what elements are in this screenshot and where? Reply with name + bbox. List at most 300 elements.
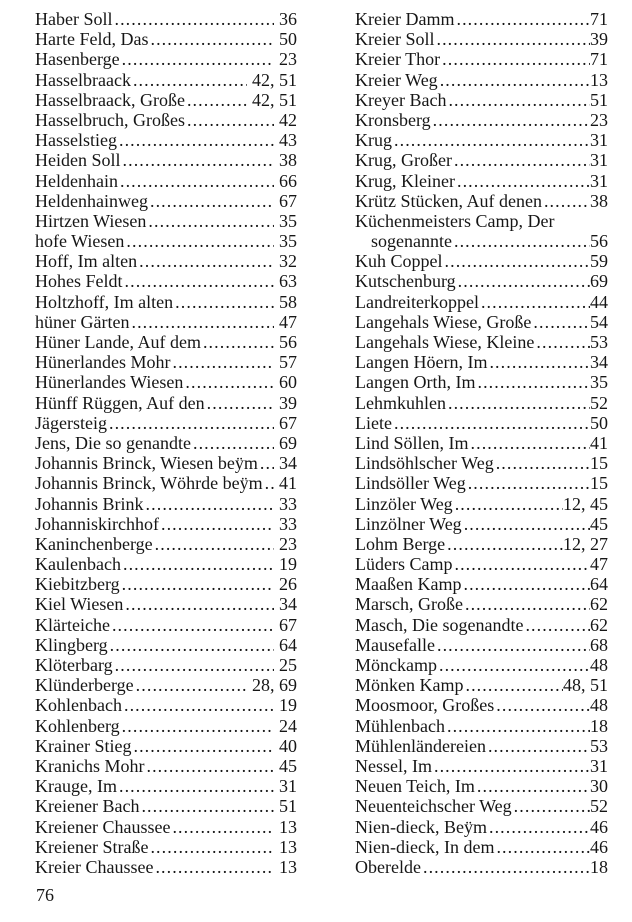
dot-leader xyxy=(207,393,274,413)
index-entry xyxy=(35,372,297,392)
index-entry xyxy=(355,372,608,392)
dot-leader xyxy=(465,675,563,695)
index-entry xyxy=(355,393,608,413)
index-entry xyxy=(355,796,608,816)
entry-name: Liete xyxy=(355,412,392,433)
entry-page-numbers: 23 xyxy=(279,533,297,554)
dot-leader xyxy=(148,211,274,231)
dot-leader xyxy=(468,473,590,493)
index-entry xyxy=(355,695,608,715)
dot-leader xyxy=(114,9,274,29)
entry-name: Landreiterkoppel xyxy=(355,291,479,312)
entry-page-numbers: 67 xyxy=(279,614,297,635)
dot-leader xyxy=(122,716,274,736)
dot-leader xyxy=(423,857,590,877)
entry-name: Hohes Feldt xyxy=(35,271,123,292)
index-entry xyxy=(35,756,297,776)
entry-name: Kiel Wiesen xyxy=(35,594,124,615)
entry-name: Kreier Soll xyxy=(355,29,435,50)
index-entry xyxy=(355,675,608,695)
index-entry xyxy=(355,9,608,29)
entry-page-numbers: 33 xyxy=(279,513,297,534)
entry-name: Oberelde xyxy=(355,856,421,877)
index-entry xyxy=(355,736,608,756)
entry-name: Langen Orth, Im xyxy=(355,372,476,393)
dot-leader xyxy=(536,332,590,352)
entry-page-numbers: 31 xyxy=(279,776,297,797)
entry-name: Moosmoor, Großes xyxy=(355,695,495,716)
entry-page-numbers: 67 xyxy=(279,190,297,211)
dot-leader xyxy=(150,29,274,49)
index-entry xyxy=(355,837,608,857)
dot-leader xyxy=(437,635,590,655)
entry-page-numbers: 41 xyxy=(590,432,608,453)
dot-leader xyxy=(440,70,590,90)
index-entry xyxy=(355,716,608,736)
entry-name: Heiden Soll xyxy=(35,150,121,171)
entry-name: Krainer Stieg xyxy=(35,735,132,756)
dot-leader xyxy=(447,716,590,736)
index-entry xyxy=(355,29,608,49)
entry-page-numbers: 28, 69 xyxy=(252,675,297,696)
entry-name: Mönckamp xyxy=(355,655,437,675)
dot-leader xyxy=(455,494,563,514)
entry-name: Klünderberge xyxy=(35,675,134,696)
index-entry xyxy=(35,231,297,251)
dot-leader xyxy=(125,271,275,291)
index-entry xyxy=(355,70,608,90)
dot-leader xyxy=(463,574,590,594)
entry-name: Langehals Wiese, Kleine xyxy=(355,332,535,352)
entry-page-numbers: 41 xyxy=(279,473,297,494)
entry-name: sogenannte xyxy=(371,231,452,252)
entry-page-numbers: 31 xyxy=(590,755,608,776)
entry-name: Mönken Kamp xyxy=(355,675,464,696)
index-entry xyxy=(355,473,608,493)
dot-leader xyxy=(544,191,590,211)
entry-page-numbers: 30 xyxy=(590,776,608,797)
entry-page-numbers: 64 xyxy=(279,634,297,655)
dot-leader xyxy=(488,736,590,756)
index-entry xyxy=(35,29,297,49)
dot-leader xyxy=(489,817,590,837)
entry-page-numbers: 33 xyxy=(279,493,297,514)
entry-page-numbers: 52 xyxy=(590,796,608,817)
entry-page-numbers: 71 xyxy=(590,9,608,29)
entry-page-numbers: 18 xyxy=(590,715,608,736)
dot-leader xyxy=(394,130,590,150)
dot-leader xyxy=(434,756,590,776)
entry-page-numbers: 40 xyxy=(279,735,297,756)
dot-leader xyxy=(265,473,274,493)
entry-name: Hasenberge xyxy=(35,49,120,70)
entry-name: Linzöler Weg xyxy=(355,493,453,514)
entry-name: Nessel, Im xyxy=(355,755,432,776)
index-entry xyxy=(355,817,608,837)
index-entry xyxy=(355,130,608,150)
entry-page-numbers: 54 xyxy=(590,311,608,332)
index-entry xyxy=(355,756,608,776)
dot-leader xyxy=(141,796,274,816)
entry-name: Langen Höern, Im xyxy=(355,352,488,373)
dot-leader xyxy=(115,655,274,675)
entry-page-numbers: 44 xyxy=(590,291,608,312)
entry-page-numbers: 34 xyxy=(279,453,297,474)
entry-page-numbers: 23 xyxy=(279,49,297,70)
index-entry xyxy=(355,312,608,332)
index-entry xyxy=(35,150,297,170)
entry-name: Mühlenbach xyxy=(355,715,445,736)
index-entry xyxy=(355,231,608,251)
index-entry xyxy=(35,251,297,271)
entry-name: Hüner Lande, Auf dem xyxy=(35,332,201,352)
index-entry xyxy=(35,655,297,675)
dot-leader xyxy=(471,433,591,453)
entry-page-numbers: 50 xyxy=(279,29,297,50)
entry-page-numbers: 60 xyxy=(279,372,297,393)
dot-leader xyxy=(136,675,247,695)
entry-page-numbers: 19 xyxy=(279,695,297,716)
entry-name: Holtzhoff, Im alten xyxy=(35,291,174,312)
dot-leader xyxy=(457,171,590,191)
dot-leader xyxy=(489,352,590,372)
entry-name: Kreiener Straße xyxy=(35,836,149,857)
entry-name: Kranichs Mohr xyxy=(35,755,145,776)
entry-page-numbers: 45 xyxy=(279,755,297,776)
index-entry xyxy=(35,211,297,231)
entry-page-numbers: 12, 45 xyxy=(563,493,608,514)
entry-name: Harte Feld, Das xyxy=(35,29,149,50)
dot-leader xyxy=(456,9,590,29)
dot-leader xyxy=(109,413,274,433)
dot-leader xyxy=(123,150,275,170)
entry-name: Jens, Die so genandte xyxy=(35,432,191,453)
entry-page-numbers: 39 xyxy=(279,392,297,413)
index-entry xyxy=(355,433,608,453)
entry-page-numbers: 42 xyxy=(279,109,297,130)
entry-name: Marsch, Große xyxy=(355,594,463,615)
index-entry xyxy=(35,393,297,413)
index-entry xyxy=(355,594,608,614)
dot-leader xyxy=(133,736,274,756)
index-entry xyxy=(355,554,608,574)
index-entry xyxy=(355,534,608,554)
dot-leader xyxy=(496,453,590,473)
entry-name: Neuenteichscher Weg xyxy=(355,796,512,817)
dot-leader xyxy=(442,49,590,69)
entry-page-numbers: 42, 51 xyxy=(252,89,297,110)
dot-leader xyxy=(477,372,590,392)
entry-name: Johannis Brink xyxy=(35,493,144,514)
dot-leader xyxy=(187,110,274,130)
dot-leader xyxy=(454,231,590,251)
entry-name: Hasselbruch, Großes xyxy=(35,109,185,130)
dot-leader xyxy=(119,776,274,796)
dot-leader xyxy=(120,171,274,191)
entry-name: Hünff Rüggen, Auf den xyxy=(35,392,205,413)
entry-page-numbers: 34 xyxy=(590,352,608,373)
index-entry xyxy=(35,695,297,715)
index-entry xyxy=(355,574,608,594)
dot-leader xyxy=(126,231,274,251)
index-entry xyxy=(35,594,297,614)
entry-page-numbers: 15 xyxy=(590,473,608,494)
dot-leader xyxy=(203,332,274,352)
entry-page-numbers: 32 xyxy=(279,251,297,272)
index-entry xyxy=(35,635,297,655)
dot-leader xyxy=(150,837,274,857)
index-entry xyxy=(35,352,297,372)
index-entry xyxy=(35,473,297,493)
entry-name: Hünerlandes Wiesen xyxy=(35,372,184,393)
index-entry xyxy=(355,352,608,372)
dot-leader xyxy=(131,312,274,332)
entry-name: Nien-dieck, In dem xyxy=(355,836,495,857)
entry-page-numbers: 53 xyxy=(590,735,608,756)
entry-name: hofe Wiesen xyxy=(35,231,125,252)
index-entry xyxy=(355,211,608,231)
dot-leader xyxy=(394,413,590,433)
entry-name: Lehmkuhlen xyxy=(355,392,446,413)
index-entry xyxy=(35,171,297,191)
index-entry xyxy=(35,494,297,514)
entry-name: Kreiener Chaussee xyxy=(35,816,171,837)
entry-page-numbers: 38 xyxy=(279,150,297,171)
entry-name: Mühlenländereien xyxy=(355,735,486,756)
entry-page-numbers: 69 xyxy=(590,271,608,292)
dot-leader xyxy=(139,251,274,271)
index-entry xyxy=(355,655,608,675)
entry-page-numbers: 48 xyxy=(590,655,608,675)
entry-page-numbers: 31 xyxy=(590,150,608,171)
index-entry xyxy=(35,49,297,69)
entry-name: Krug, Großer xyxy=(355,150,452,171)
entry-name: Johanniskirchhof xyxy=(35,513,159,534)
index-entry xyxy=(35,191,297,211)
entry-name: Hasselbraack, Große xyxy=(35,89,185,110)
entry-page-numbers: 26 xyxy=(279,574,297,595)
page-number: 76 xyxy=(36,885,54,905)
entry-page-numbers: 38 xyxy=(590,190,608,211)
entry-name: Hasselstieg xyxy=(35,130,117,151)
entry-page-numbers: 67 xyxy=(279,412,297,433)
entry-name: Hirtzen Wiesen xyxy=(35,210,147,231)
entry-page-numbers: 59 xyxy=(590,251,608,272)
index-entry xyxy=(35,796,297,816)
entry-page-numbers: 31 xyxy=(590,130,608,151)
entry-name: Klöterbarg xyxy=(35,655,113,675)
dot-leader xyxy=(464,514,590,534)
entry-page-numbers: 42, 51 xyxy=(252,69,297,90)
index-entry xyxy=(35,110,297,130)
index-entry xyxy=(35,271,297,291)
entry-name: Lindsöller Weg xyxy=(355,473,466,494)
dot-leader xyxy=(119,130,274,150)
index-entry xyxy=(355,514,608,534)
dot-leader xyxy=(146,756,274,776)
entry-name: Krauge, Im xyxy=(35,776,117,797)
dot-leader xyxy=(172,817,274,837)
entry-page-numbers: 62 xyxy=(590,614,608,635)
dot-leader xyxy=(172,352,274,372)
entry-name: Kohlenbach xyxy=(35,695,122,716)
entry-name: Johannis Brinck, Wiesen beÿm xyxy=(35,453,258,474)
entry-name: Kreier Chaussee xyxy=(35,856,154,877)
entry-name: Maaßen Kamp xyxy=(355,574,462,595)
dot-leader xyxy=(445,251,591,271)
index-entry xyxy=(355,191,608,211)
entry-page-numbers: 34 xyxy=(279,594,297,615)
entry-page-numbers: 69 xyxy=(279,432,297,453)
entry-name: Langehals Wiese, Große xyxy=(355,311,532,332)
index-entry xyxy=(35,716,297,736)
index-entry xyxy=(35,433,297,453)
entry-name: Haber Soll xyxy=(35,9,113,29)
index-entry xyxy=(35,736,297,756)
entry-name: Lohm Berge xyxy=(355,533,446,554)
entry-page-numbers: 45 xyxy=(590,513,608,534)
entry-page-numbers: 68 xyxy=(590,634,608,655)
entry-name: Kronsberg xyxy=(355,109,431,130)
entry-name: Neuen Teich, Im xyxy=(355,776,475,797)
entry-name: Kutschenburg xyxy=(355,271,456,292)
dot-leader xyxy=(525,615,590,635)
index-entry xyxy=(355,615,608,635)
index-entry xyxy=(355,251,608,271)
dot-leader xyxy=(146,494,274,514)
dot-leader xyxy=(155,857,274,877)
entry-name: Kreier Thor xyxy=(355,49,441,70)
index-entry xyxy=(35,312,297,332)
dot-leader xyxy=(514,796,590,816)
entry-page-numbers: 47 xyxy=(279,311,297,332)
entry-page-numbers: 13 xyxy=(279,836,297,857)
entry-page-numbers: 13 xyxy=(279,856,297,877)
entry-page-numbers: 46 xyxy=(590,816,608,837)
entry-page-numbers: 56 xyxy=(590,231,608,252)
index-entry xyxy=(355,857,608,877)
index-entry xyxy=(355,332,608,352)
entry-name: Kuh Coppel xyxy=(355,251,443,272)
index-entry xyxy=(35,857,297,877)
dot-leader xyxy=(496,695,590,715)
entry-page-numbers: 71 xyxy=(590,49,608,70)
entry-page-numbers: 56 xyxy=(279,332,297,352)
dot-leader xyxy=(447,534,563,554)
dot-leader xyxy=(185,372,274,392)
entry-name: Lind Söllen, Im xyxy=(355,432,469,453)
index-entry xyxy=(355,110,608,130)
entry-name: Mausefalle xyxy=(355,634,435,655)
dot-leader xyxy=(260,453,274,473)
index-entry xyxy=(355,494,608,514)
entry-page-numbers: 48, 51 xyxy=(563,675,608,696)
entry-name: hüner Gärten xyxy=(35,311,130,332)
dot-leader xyxy=(439,655,590,675)
index-entry xyxy=(355,171,608,191)
entry-name: Kreyer Bach xyxy=(355,89,447,110)
entry-page-numbers: 62 xyxy=(590,594,608,615)
index-entry xyxy=(355,271,608,291)
entry-name: Hoff, Im alten xyxy=(35,251,138,272)
index-entry xyxy=(35,514,297,534)
entry-page-numbers: 43 xyxy=(279,130,297,151)
entry-page-numbers: 13 xyxy=(279,816,297,837)
entry-name: Kiebitzberg xyxy=(35,574,120,595)
entry-name: Hünerlandes Mohr xyxy=(35,352,171,373)
index-entry xyxy=(355,635,608,655)
index-entry xyxy=(35,776,297,796)
entry-name: Klingberg xyxy=(35,634,108,655)
dot-leader xyxy=(125,594,274,614)
index-entry xyxy=(35,534,297,554)
dot-leader xyxy=(122,49,274,69)
entry-page-numbers: 48 xyxy=(590,695,608,716)
index-entry xyxy=(355,90,608,110)
entry-page-numbers: 52 xyxy=(590,392,608,413)
dot-leader xyxy=(133,70,247,90)
entry-page-numbers: 46 xyxy=(590,836,608,857)
entry-page-numbers: 64 xyxy=(590,574,608,595)
dot-leader xyxy=(465,594,590,614)
entry-name: Krug xyxy=(355,130,392,151)
dot-leader xyxy=(481,292,590,312)
index-entry xyxy=(35,9,297,29)
entry-page-numbers: 15 xyxy=(590,453,608,474)
index-entry xyxy=(35,292,297,312)
entry-page-numbers: 31 xyxy=(590,170,608,191)
index-entry xyxy=(35,413,297,433)
dot-leader xyxy=(454,150,590,170)
dot-leader xyxy=(150,191,274,211)
index-entry xyxy=(35,70,297,90)
entry-name: Krug, Kleiner xyxy=(355,170,455,191)
entry-name: Kreiener Bach xyxy=(35,796,140,817)
dot-leader xyxy=(193,433,274,453)
entry-page-numbers: 53 xyxy=(590,332,608,352)
entry-page-numbers: 57 xyxy=(279,352,297,373)
index-entry xyxy=(355,453,608,473)
dot-leader xyxy=(477,776,590,796)
entry-page-numbers: 66 xyxy=(279,170,297,191)
entry-name: Klärteiche xyxy=(35,614,110,635)
entry-page-numbers: 25 xyxy=(279,655,297,675)
dot-leader xyxy=(454,554,590,574)
index-column-right xyxy=(355,9,608,877)
entry-page-numbers: 35 xyxy=(590,372,608,393)
index-columns xyxy=(35,9,608,877)
entry-name: Heldenhain xyxy=(35,170,118,191)
entry-name: Kaulenbach xyxy=(35,554,121,575)
entry-page-numbers: 18 xyxy=(590,856,608,877)
entry-name: Kreier Damm xyxy=(355,9,455,29)
entry-page-numbers: 50 xyxy=(590,412,608,433)
entry-page-numbers: 19 xyxy=(279,554,297,575)
entry-name: Kreier Weg xyxy=(355,69,438,90)
dot-leader xyxy=(155,534,274,554)
index-entry xyxy=(35,817,297,837)
entry-page-numbers: 58 xyxy=(279,291,297,312)
dot-leader xyxy=(448,393,590,413)
dot-leader xyxy=(124,695,274,715)
entry-page-numbers: 24 xyxy=(279,715,297,736)
entry-name: Kohlenberg xyxy=(35,715,120,736)
dot-leader xyxy=(161,514,274,534)
entry-name: Hasselbraack xyxy=(35,69,131,90)
index-entry xyxy=(35,615,297,635)
index-column-left xyxy=(35,9,297,877)
index-entry xyxy=(355,150,608,170)
